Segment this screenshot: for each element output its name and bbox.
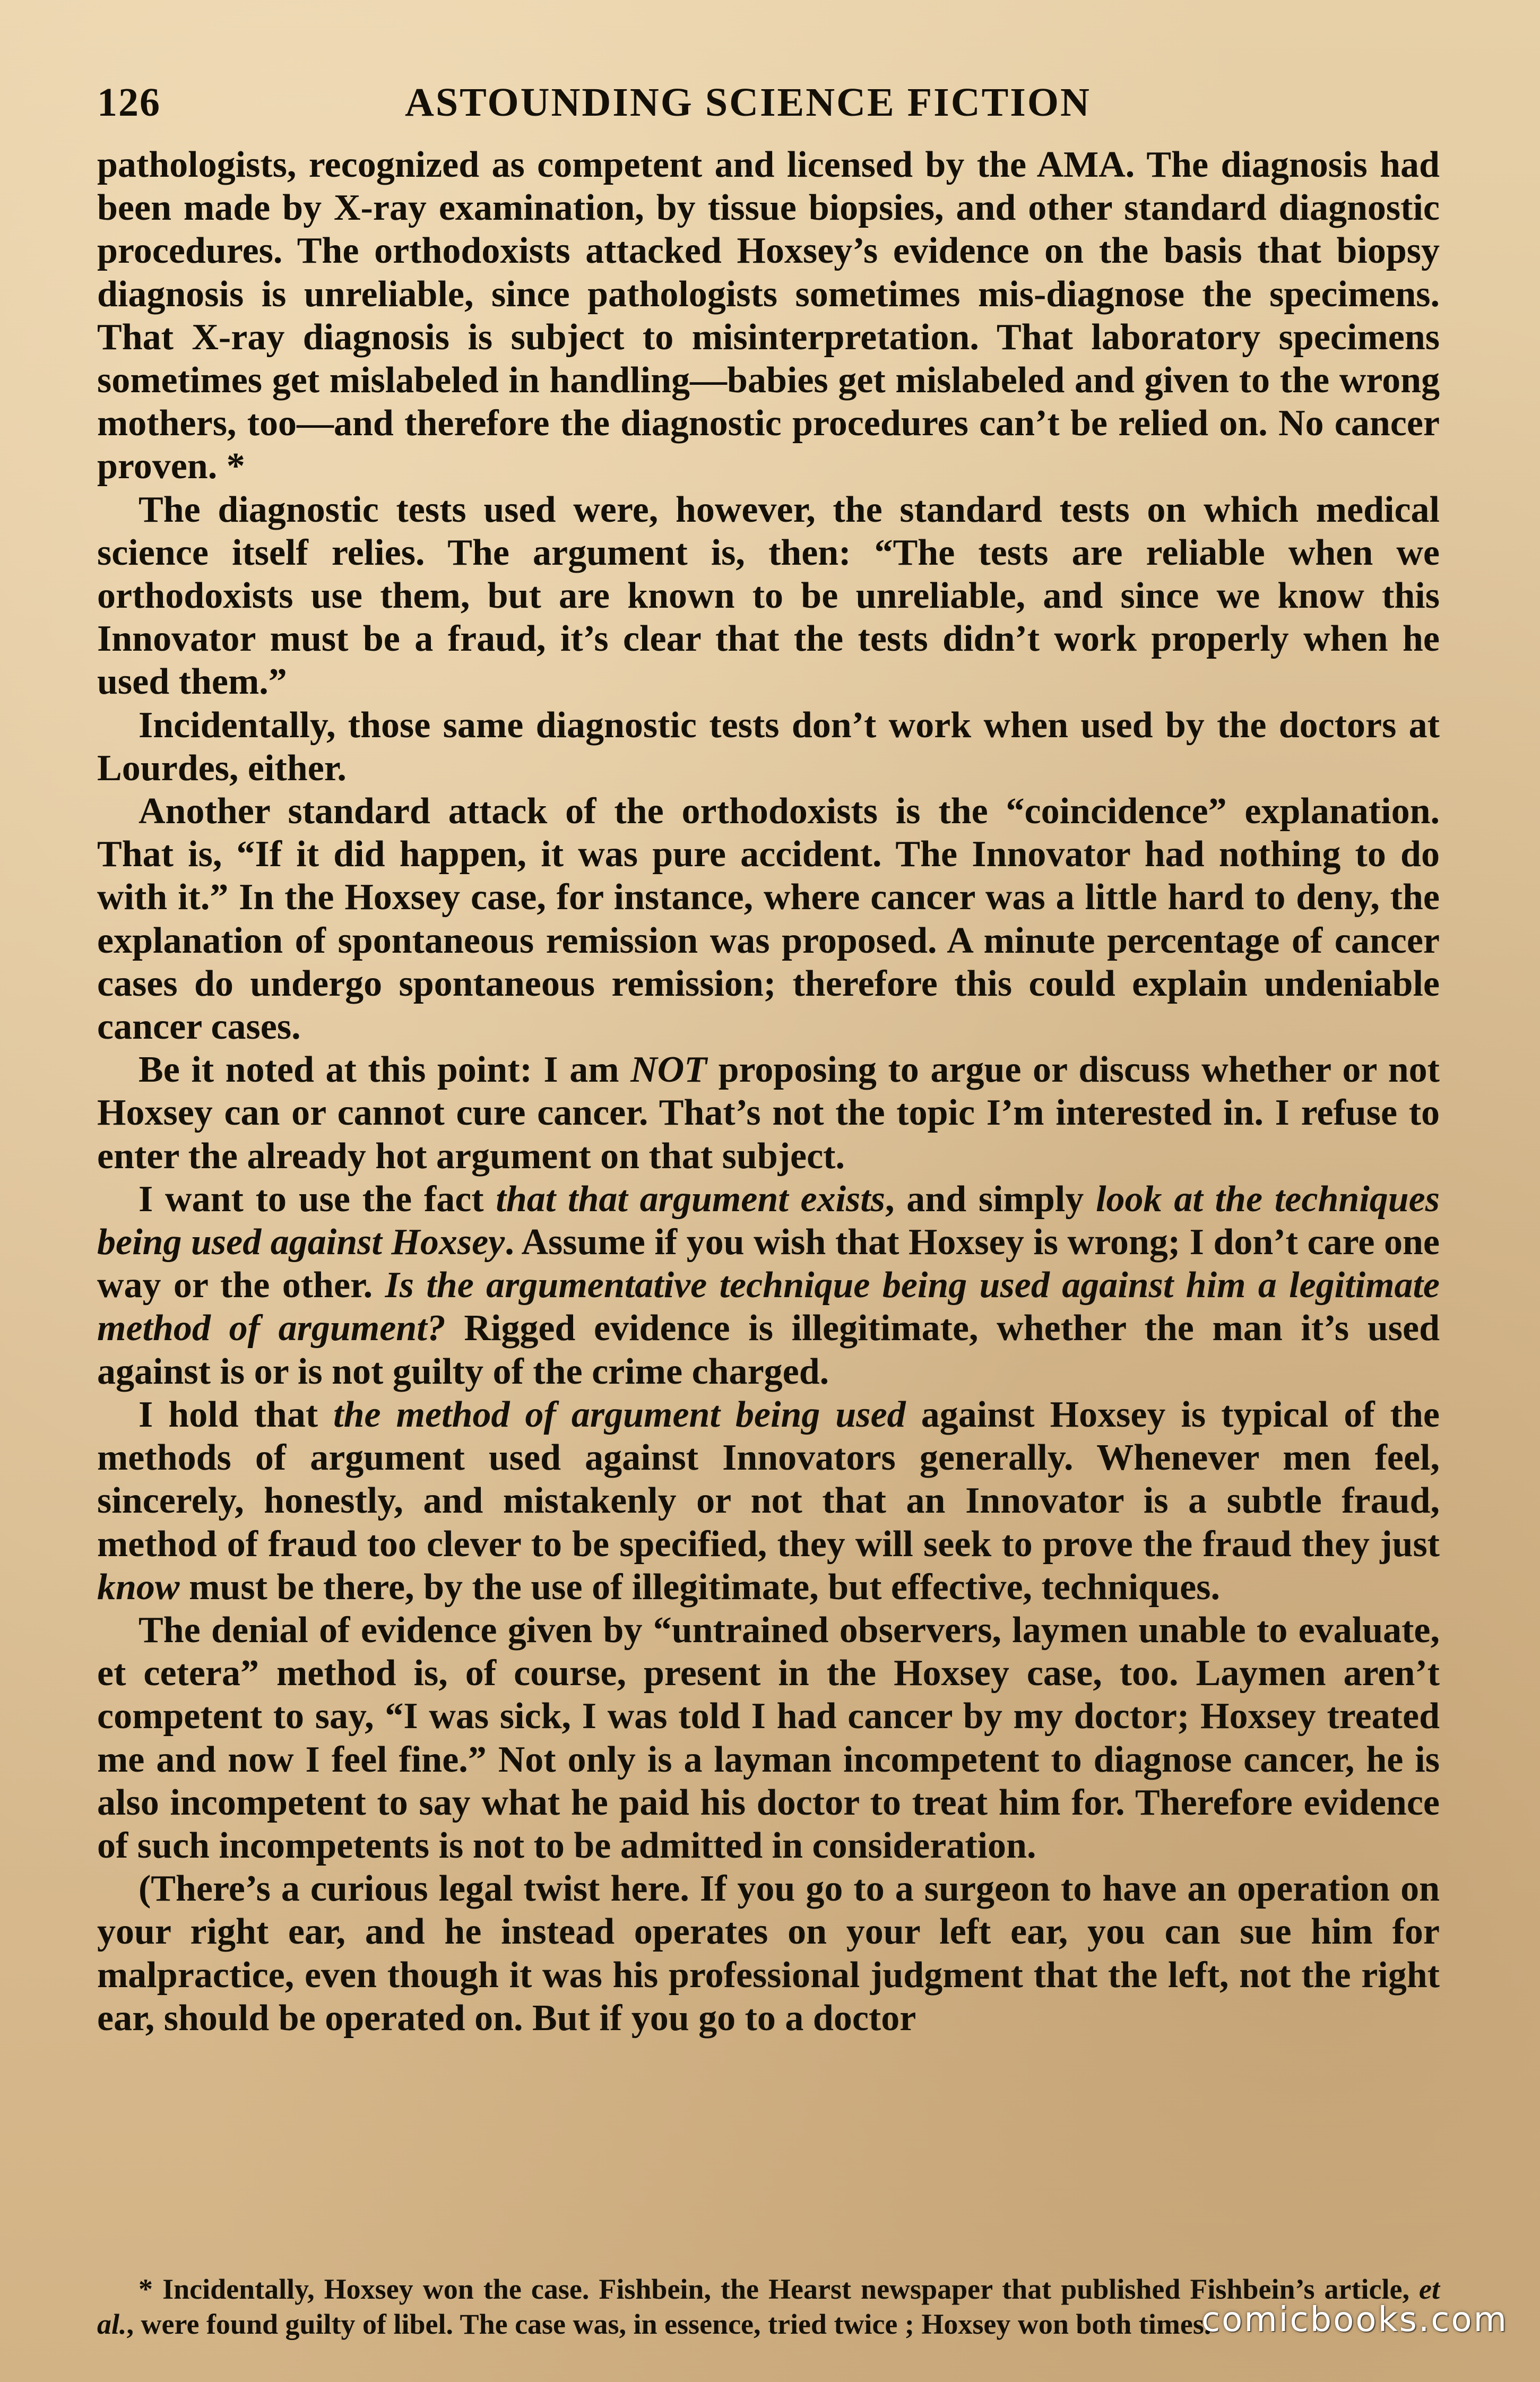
body-text xyxy=(97,143,1440,2040)
italic-run: look at the techniques being used against Hoxsey xyxy=(97,1178,1440,1263)
page-number: 126 xyxy=(97,80,161,125)
paragraph xyxy=(97,488,1440,704)
italic-run: know xyxy=(97,1566,180,1608)
paragraph xyxy=(97,1393,1440,1609)
text-run: against Hoxsey is typical of the methods of argument used against Innovators generally. Whenever men feel, sincerely, honestly, and mistakenly or not that an Innovator is a subtle fraud, method of fraud too clever to be specified, they will seek to prove the fraud they just xyxy=(97,1394,1440,1565)
text-run: proposing to argue or discuss whether or not Hoxsey can or cannot cure cancer. That’s not the topic I’m interested in. I refuse to enter the already hot argument on that subject. xyxy=(97,1049,1440,1177)
text-run: , were found guilty of libel. The case was, in essence, tried twice ; Hoxsey won both times. xyxy=(126,2308,1212,2340)
text-run: . Assume if you wish that Hoxsey is wrong; I don’t care one way or the other. xyxy=(97,1222,1440,1306)
paragraph xyxy=(97,1609,1440,1867)
text-run: Be it noted at this point: I am xyxy=(139,1049,631,1091)
text-run: must be there, by the use of illegitimate, but effective, techniques. xyxy=(179,1566,1220,1608)
italic-run: the method of argument being used xyxy=(333,1394,906,1435)
text-run: (There’s a curious legal twist here. If you go to a surgeon to have an operation on your right ear, and he instead operates on your left ear, you can sue him for malpractice, even though it was his professional judgment that the left, not the right ear, should be operated on. But if you go to a doctor xyxy=(97,1868,1440,2039)
text-run: The diagnostic tests used were, however, the standard tests on which medical science itself relies. The argument is, then: “The tests are reliable when we orthodoxists use them, but are known to be unreliable, and since we know this Innovator must be a fraud, it’s clear that the tests didn’t work properly when he used them.” xyxy=(97,489,1440,703)
text-run: The denial of evidence given by “untrained observers, laymen unable to evaluate, et cetera” method is, of course, present in the Hoxsey case, too. Laymen aren’t competent to say, “I was sick, I was told I had cancer by my doctor; Hoxsey treated me and now I feel fine.” Not only is a layman incompetent to diagnose cancer, he is also incompetent to say what he paid his doctor to treat him for. Therefore evidence of such incompetents is not to be admitted in consideration. xyxy=(97,1609,1440,1866)
running-title: ASTOUNDING SCIENCE FICTION xyxy=(405,80,1091,125)
paragraph xyxy=(97,1048,1440,1178)
text-run: Rigged evidence is illegitimate, whether the man it’s used against is or is not guilty of the crime charged. xyxy=(97,1308,1440,1392)
watermark: comicbooks.com xyxy=(1201,2300,1508,2340)
paragraph xyxy=(97,704,1440,790)
text-run: * Incidentally, Hoxsey won the case. Fishbein, the Hearst newspaper that published Fishbein’s article, xyxy=(139,2273,1420,2305)
paragraph xyxy=(97,143,1440,488)
paragraph xyxy=(97,1178,1440,1393)
paragraph xyxy=(97,790,1440,1048)
running-head xyxy=(97,74,1440,133)
text-run: Incidentally, those same diagnostic tests don’t work when used by the doctors at Lourdes, either. xyxy=(97,704,1440,789)
paragraph xyxy=(97,1867,1440,2040)
italic-run: Is the argumentative technique being used against him a legitimate method of argument? xyxy=(97,1265,1440,1349)
italic-run: NOT xyxy=(630,1049,707,1091)
text-run: I hold that xyxy=(139,1394,334,1435)
italic-run: et al. xyxy=(97,2273,1440,2340)
text-run: pathologists, recognized as competent and licensed by the AMA. The diagnosis had been made by X-ray examination, by tissue biopsies, and other standard diagnostic procedures. The orthodoxists attacked Hoxsey’s evidence on the basis that biopsy diagnosis is unreliable, since pathologists sometimes mis-diagnose the specimens. That X-ray diagnosis is subject to misinterpretation. That laboratory specimens sometimes get mislabeled in handling—babies get mislabeled and given to the wrong mothers, too—and therefore the diagnostic procedures can’t be relied on. No cancer proven. * xyxy=(97,144,1440,487)
text-run: Another standard attack of the orthodoxists is the “coincidence” explanation. That is, “If it did happen, it was pure accident. The Innovator had nothing to do with it.” In the Hoxsey case, for instance, where cancer was a little hard to deny, the explanation of spontaneous remission was proposed. A minute percentage of cancer cases do undergo spontaneous remission; therefore this could explain undeniable cancer cases. xyxy=(97,791,1440,1048)
text-run: , and simply xyxy=(885,1178,1096,1220)
text-run: I want to use the fact xyxy=(139,1178,496,1220)
italic-run: that that argument exists xyxy=(496,1178,885,1220)
